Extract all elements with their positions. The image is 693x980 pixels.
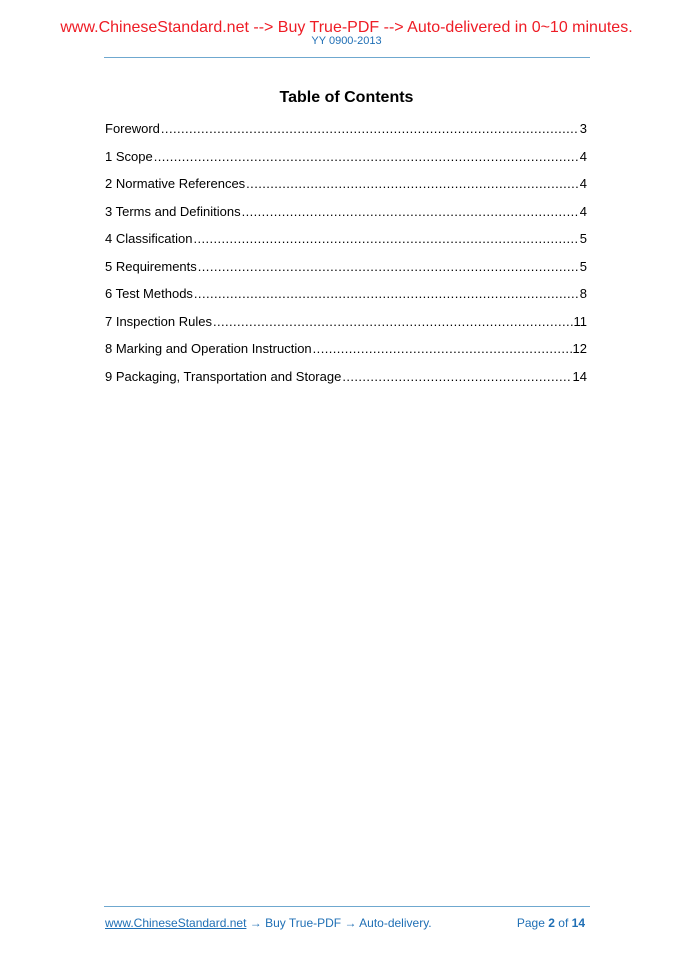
toc-entry-scope[interactable] [105,148,587,176]
toc-leader-dots [242,203,579,220]
toc-entry-label: Foreword [105,121,160,136]
toc-entry-label: 2 Normative References [105,176,246,191]
toc-entry-page: 3 [579,121,587,136]
page-of: of [558,916,569,930]
footer-site-link[interactable]: www.ChineseStandard.net [105,916,247,930]
toc-entry-page: 12 [572,341,587,356]
toc-leader-dots [342,368,571,385]
toc-entry-packaging-transportation-storage[interactable] [105,368,587,396]
toc-leader-dots [161,120,579,137]
footer-promo [105,915,432,931]
header-divider [104,57,590,58]
toc-entry-terms-and-definitions[interactable] [105,203,587,231]
toc-leader-dots [154,148,579,165]
toc-entry-label: 4 Classification [105,231,193,246]
toc-entry-foreword[interactable] [105,120,587,148]
toc-leader-dots [198,258,579,275]
page-total: 14 [571,916,585,930]
footer-buy-text: Buy True-PDF [265,916,342,930]
promo-banner[interactable]: www.ChineseStandard.net --> Buy True-PDF --> Auto-delivered in 0~10 minutes. [60,19,633,36]
toc-entry-label: 5 Requirements [105,258,197,274]
toc-entry-classification[interactable] [105,230,587,258]
footer-divider [104,906,590,907]
page-number [517,915,585,931]
toc-entry-page: 4 [579,203,587,219]
toc-leader-dots [213,313,573,330]
toc-list [105,120,587,395]
arrow-right-icon: → [249,916,262,930]
toc-title: Table of Contents [279,89,414,106]
footer-delivery-text: Auto-delivery. [359,916,432,930]
toc-entry-requirements[interactable] [105,258,587,286]
toc-entry-page: 4 [579,148,587,164]
toc-entry-page: 14 [572,368,587,384]
toc-entry-page: 11 [573,313,587,329]
document-code: YY 0900-2013 [311,35,382,47]
toc-entry-page: 8 [579,286,587,301]
toc-entry-label: 9 Packaging, Transportation and Storage [105,368,342,384]
page-word: Page [516,916,545,930]
arrow-right-icon: → [344,916,357,930]
toc-leader-dots [193,230,578,247]
toc-entry-page: 5 [579,258,587,274]
toc-entry-test-methods[interactable] [105,285,587,313]
toc-entry-inspection-rules[interactable] [105,313,587,341]
page-current: 2 [548,916,555,930]
toc-entry-label: 6 Test Methods [105,286,193,301]
toc-entry-label: 1 Scope [105,148,153,164]
toc-entry-marking-and-operation-instruction[interactable] [105,340,587,368]
toc-leader-dots [246,175,579,192]
toc-leader-dots [194,285,579,302]
toc-entry-page: 4 [579,176,587,191]
toc-entry-label: 7 Inspection Rules [105,313,212,329]
toc-entry-label: 8 Marking and Operation Instruction [105,341,312,356]
page-footer [105,915,585,931]
toc-entry-page: 5 [579,231,587,246]
toc-entry-label: 3 Terms and Definitions [105,203,241,219]
toc-entry-normative-references[interactable] [105,175,587,203]
toc-leader-dots [313,340,572,357]
